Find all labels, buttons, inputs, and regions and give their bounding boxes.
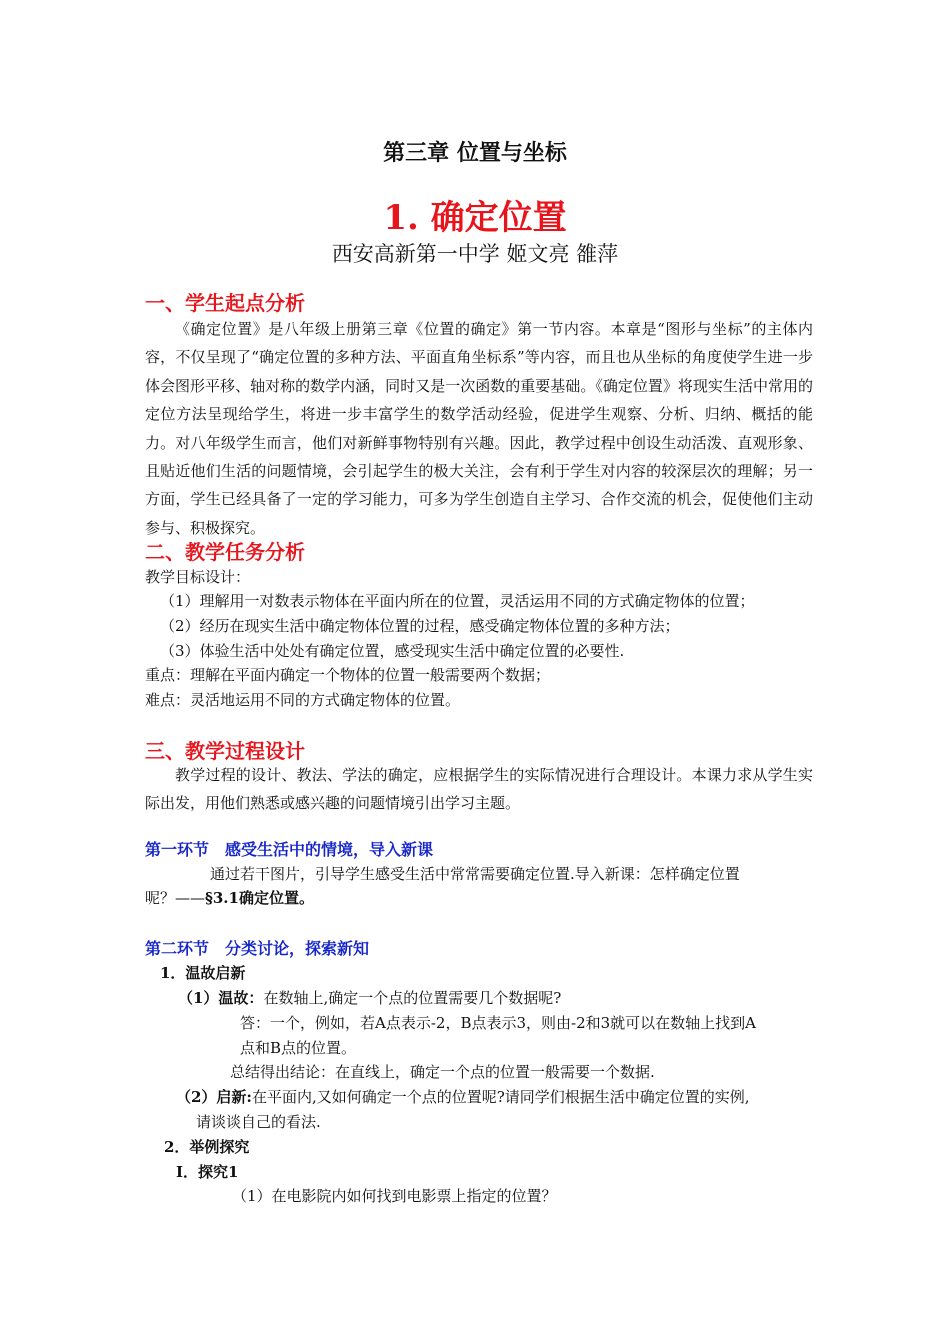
q2-line1	[176, 1086, 750, 1107]
item1-label: 1．温故启新	[160, 964, 246, 982]
goal-item: （1）理解用一对数表示物体在平面内所在的位置，灵活运用不同的方式确定物体的位置；	[160, 592, 755, 610]
goal-item: （3）体验生活中处处有确定位置，感受现实生活中确定位置的必要性.	[160, 642, 625, 660]
stage1-line2	[145, 887, 314, 908]
section1-body: 《确定位置》是八年级上册第三章《位置的确定》第一节内容。本章是“图形与坐标”的主体内容，不仅呈现了“确定位置的多种方法、平面直角坐标系”等内容，而且也从坐标的角度使学生进一步体会图形平移、轴对称的数学内涵，同时又是一次函数的重要基础。《确定位置》将现实生活中常用的定位方法呈现给学生，将进一步丰富学生的数学活动经验，促进学生观察、分析、归纳、概括的能力。对八年级学生而言，他们对新鲜事物特别有兴趣。因此，教学过程中创设生动活泼、直观形象、且贴近他们生活的问题情境，会引起学生的极大关注，会有利于学生对内容的较深层次的理解；另一方面，学生已经具备了一定的学习能力，可多为学生创造自主学习、合作交流的机会，促使他们主动参与、积极探究。	[145, 320, 813, 537]
section1-heading: 一、学生起点分析	[145, 291, 305, 315]
q2-label: （2）启新:	[176, 1088, 252, 1106]
key-point: 重点：理解在平面内确定一个物体的位置一般需要两个数据；	[145, 666, 551, 684]
q1-text: 在数轴上,确定一个点的位置需要几个数据呢?	[263, 989, 562, 1007]
stage1-heading: 第一环节 感受生活中的情境，导入新课	[145, 840, 434, 859]
stage1-line2-prefix: 呢？——	[145, 889, 206, 907]
q2-text: 在平面内,又如何确定一个点的位置呢?请同学们根据生活中确定位置的实例,	[251, 1088, 750, 1106]
answer-line2: 点和B点的位置。	[240, 1039, 357, 1057]
conclusion-line: 总结得出结论：在直线上，确定一个点的位置一般需要一个数据.	[230, 1063, 655, 1081]
difficulty-point: 难点：灵活地运用不同的方式确定物体的位置。	[145, 691, 461, 709]
section3-heading: 三、教学过程设计	[145, 739, 305, 763]
explore1-label: Ⅰ．探究1	[176, 1163, 239, 1181]
goal-item: （2）经历在现实生活中确定物体位置的过程，感受确定物体位置的多种方法；	[160, 617, 680, 635]
section2-heading: 二、教学任务分析	[145, 540, 305, 564]
author-line: 西安高新第一中学 姬文亮 雒萍	[331, 242, 619, 266]
goals-intro: 教学目标设计：	[145, 568, 251, 586]
lesson-title: 1. 确定位置	[383, 198, 567, 238]
chapter-title: 第三章 位置与坐标	[383, 140, 567, 166]
answer-line1: 答：一个，例如，若A点表示-2，B点表示3，则由-2和3就可以在数轴上找到A	[240, 1014, 757, 1032]
item2-label: 2．举例探究	[164, 1138, 250, 1156]
stage1-line2-bold: §3.1确定位置。	[205, 889, 314, 907]
q1-line	[178, 987, 561, 1008]
stage1-line1: 通过若干图片，引导学生感受生活中常常需要确定位置.导入新课：怎样确定位置	[210, 865, 740, 883]
explore1-question: （1）在电影院内如何找到电影票上指定的位置？	[232, 1187, 557, 1205]
stage2-heading: 第二环节 分类讨论，探索新知	[145, 939, 370, 958]
q1-label: （1）温故：	[178, 989, 264, 1007]
q2-line2: 请谈谈自己的看法.	[196, 1113, 321, 1131]
section3-body: 教学过程的设计、教法、学法的确定，应根据学生的实际情况进行合理设计。本课力求从学生实际出发，用他们熟悉或感兴趣的问题情境引出学习主题。	[145, 766, 813, 813]
